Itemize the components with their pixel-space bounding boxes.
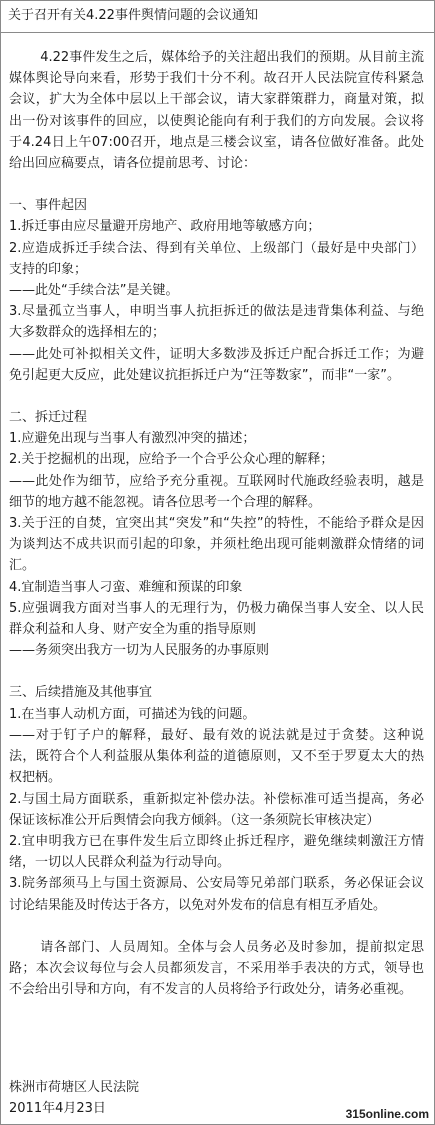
list-item: 3.院务部须马上与国土资源局、公安局等兄弟部门联系，务必保证会议讨论结果能及时传达于各方，以免对外发布的信息有相互矛盾处。 xyxy=(9,876,424,913)
spacer xyxy=(9,174,424,195)
list-item: 2.与国土局方面联系，重新拟定补偿办法。补偿标准可适当提高，务必保证该标准公开后舆情会向我方倾斜。（这一条须院长审核决定） xyxy=(9,791,424,828)
section-cause xyxy=(9,195,424,386)
signature-date: 2011年4月23日 xyxy=(9,1101,106,1116)
intro-paragraph: 4.22事件发生之后，媒体给予的关注超出我们的预期。从目前主流媒体舆论导向来看，形势于我们十分不利。故召开人民法院宣传科紧急会议，扩大为全体中层以上干部会议，请大家群策群力，商量对策，拟出一份对该事件的回应，以使舆论能向有利于我们的方向发展。会议将于4.24日上午07:00召开，地点是三楼会议室，请各位做好准备。此处给出回应稿要点，请各位提前思考、讨论： xyxy=(9,50,424,172)
section-followup xyxy=(9,682,424,915)
site-watermark: 315online.com xyxy=(345,1107,429,1121)
section-heading: 二、拆迁过程 xyxy=(9,410,88,426)
spacer xyxy=(9,661,424,682)
list-note: ——务须突出我方一切为人民服务的办事原则 xyxy=(9,643,270,659)
document-body xyxy=(9,47,424,1000)
closing-paragraph: 请各部门、人员周知。全体与会人员务必及时参加，提前拟定思路；本次会议每位与会人员都须发言，不采用举手表决的方式，领导也不会给出引导和方向，有不发言的人员将给予行政处分，请务必重视。 xyxy=(9,939,424,998)
signature-org: 株洲市荷塘区人民法院 xyxy=(9,1080,140,1095)
list-note: ——此处可补拟相关文件，证明大多数涉及拆迁户配合拆迁工作；为避免引起更大反应，此处建议抗拒拆迁户为“汪等数家”，而非“一家”。 xyxy=(9,346,424,383)
list-item: 1.拆迁事由应尽量避开房地产、政府用地等敏感方向； xyxy=(9,219,321,235)
list-note: ——此处“手续合法”是关键。 xyxy=(9,283,179,299)
list-item: 3.关于汪的自焚，宜突出其“突发”和“失控”的特性，不能给予群众是因为谈判达不成共识而引起的印象，并须杜绝出现可能刺激群众情绪的词汇。 xyxy=(9,516,424,574)
spacer xyxy=(9,916,424,937)
document-title: 关于召开有关4.22事件舆情问题的会议通知 xyxy=(8,8,258,23)
list-note: ——此处作为细节，应给予充分重视。互联网时代施政经验表明，越是细节的地方越不能忽视。请各位思考一个合理的解释。 xyxy=(9,473,424,510)
list-item: 2.宜申明我方已在事件发生后立即终止拆迁程序，避免继续刺激汪方情绪，一切以人民群众利益为行动导向。 xyxy=(9,833,424,871)
list-item: 1.应避免出现与当事人有激烈冲突的描述； xyxy=(9,431,256,447)
list-item: 1.在当事人动机方面，可描述为钱的问题。 xyxy=(9,706,256,722)
section-heading: 一、事件起因 xyxy=(9,198,88,214)
list-item: 2.应造成拆迁手续合法、得到有关单位、上级部门（最好是中央部门）支持的印象； xyxy=(9,240,424,277)
list-item: 3.尽量孤立当事人，申明当事人抗拒拆迁的做法是违背集体利益、与绝大多数群众的选择相左的； xyxy=(9,304,424,341)
list-note: ——对于钉子户的解释，最好、最有效的说法就是过于贪婪。这种说法，既符合个人利益服从集体利益的道德原则，又不至于罗夏太大的热权把柄。 xyxy=(9,727,424,786)
list-item: 4.宜制造当事人刁蛮、难缠和预谋的印象 xyxy=(9,579,243,595)
section-heading: 三、后续措施及其他事宜 xyxy=(9,685,153,701)
list-item: 2.关于挖掘机的出现，应给予一个合乎公众心理的解释； xyxy=(9,452,334,468)
spacer xyxy=(9,386,424,407)
list-item: 5.应强调我方面对当事人的无理行为，仍极力确保当事人安全、以人民群众利益和人身、财产安全为重的指导原则 xyxy=(9,600,424,638)
section-process xyxy=(9,407,424,661)
title-divider xyxy=(1,32,434,33)
